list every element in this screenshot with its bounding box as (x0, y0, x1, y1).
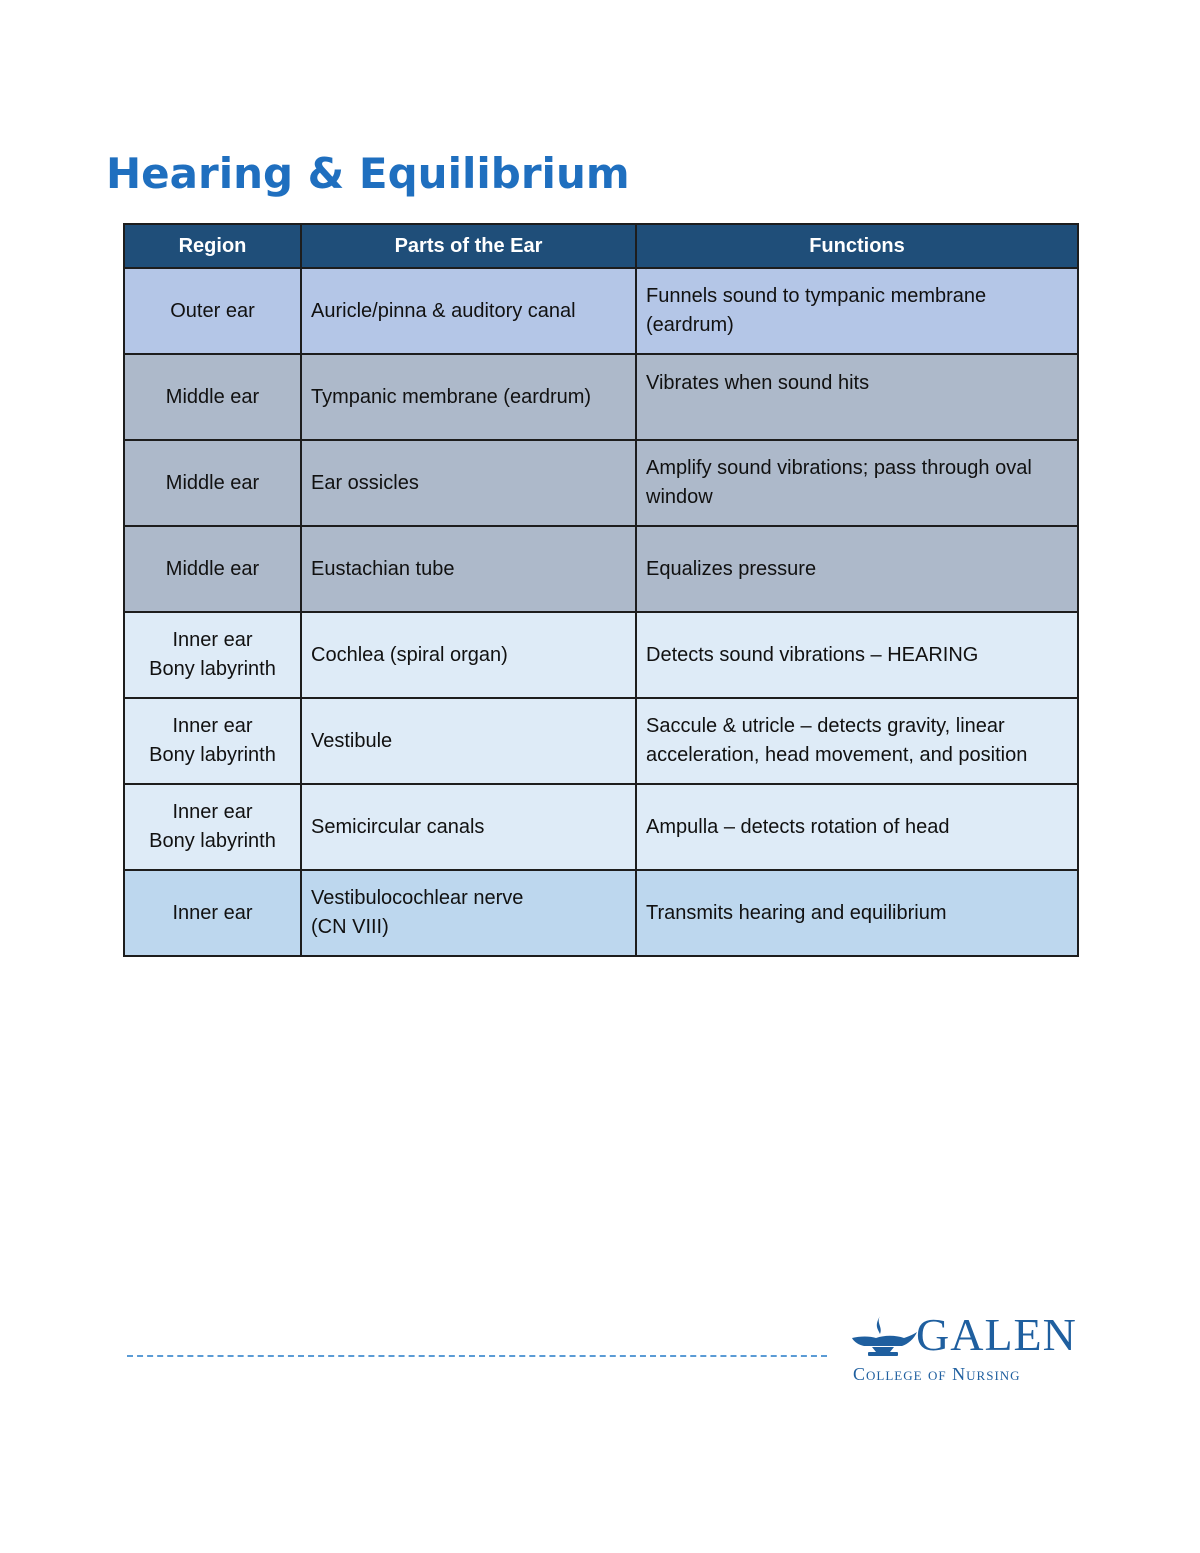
table-header-row (124, 224, 1078, 268)
footer-divider (127, 1355, 827, 1357)
cell-functions: Detects sound vibrations – HEARING (636, 612, 1078, 698)
cell-region: Middle ear (124, 354, 301, 440)
cell-functions: Amplify sound vibrations; pass through oval window (636, 440, 1078, 526)
cell-functions: Funnels sound to tympanic membrane (eardrum) (636, 268, 1078, 354)
table-row (124, 354, 1078, 440)
table-row (124, 612, 1078, 698)
cell-region: Inner ear Bony labyrinth (124, 784, 301, 870)
cell-parts: Ear ossicles (301, 440, 636, 526)
logo-subtitle: College of Nursing (853, 1364, 1021, 1384)
cell-parts: Eustachian tube (301, 526, 636, 612)
table-row (124, 526, 1078, 612)
table-row (124, 268, 1078, 354)
oil-lamp-icon (850, 1314, 918, 1358)
cell-region: Middle ear (124, 440, 301, 526)
header-functions: Functions (636, 224, 1078, 268)
cell-functions: Vibrates when sound hits (636, 354, 1078, 440)
cell-parts: Cochlea (spiral organ) (301, 612, 636, 698)
galen-logo (850, 1309, 1078, 1384)
cell-parts: Auricle/pinna & auditory canal (301, 268, 636, 354)
page-title: Hearing & Equilibrium (106, 149, 630, 198)
cell-functions: Transmits hearing and equilibrium (636, 870, 1078, 956)
header-parts: Parts of the Ear (301, 224, 636, 268)
cell-parts: Vestibule (301, 698, 636, 784)
header-region: Region (124, 224, 301, 268)
table-row (124, 870, 1078, 956)
ear-parts-table (123, 223, 1079, 957)
cell-parts: Tympanic membrane (eardrum) (301, 354, 636, 440)
cell-functions: Equalizes pressure (636, 526, 1078, 612)
table-row (124, 440, 1078, 526)
cell-functions: Ampulla – detects rotation of head (636, 784, 1078, 870)
cell-parts: Vestibulocochlear nerve (CN VIII) (301, 870, 636, 956)
cell-region: Inner ear Bony labyrinth (124, 698, 301, 784)
cell-region: Outer ear (124, 268, 301, 354)
cell-region: Inner ear Bony labyrinth (124, 612, 301, 698)
table-row (124, 698, 1078, 784)
table-row (124, 784, 1078, 870)
cell-parts: Semicircular canals (301, 784, 636, 870)
cell-region: Middle ear (124, 526, 301, 612)
cell-region: Inner ear (124, 870, 301, 956)
cell-functions: Saccule & utricle – detects gravity, linear acceleration, head movement, and position (636, 698, 1078, 784)
logo-name: GALEN (916, 1309, 1077, 1360)
